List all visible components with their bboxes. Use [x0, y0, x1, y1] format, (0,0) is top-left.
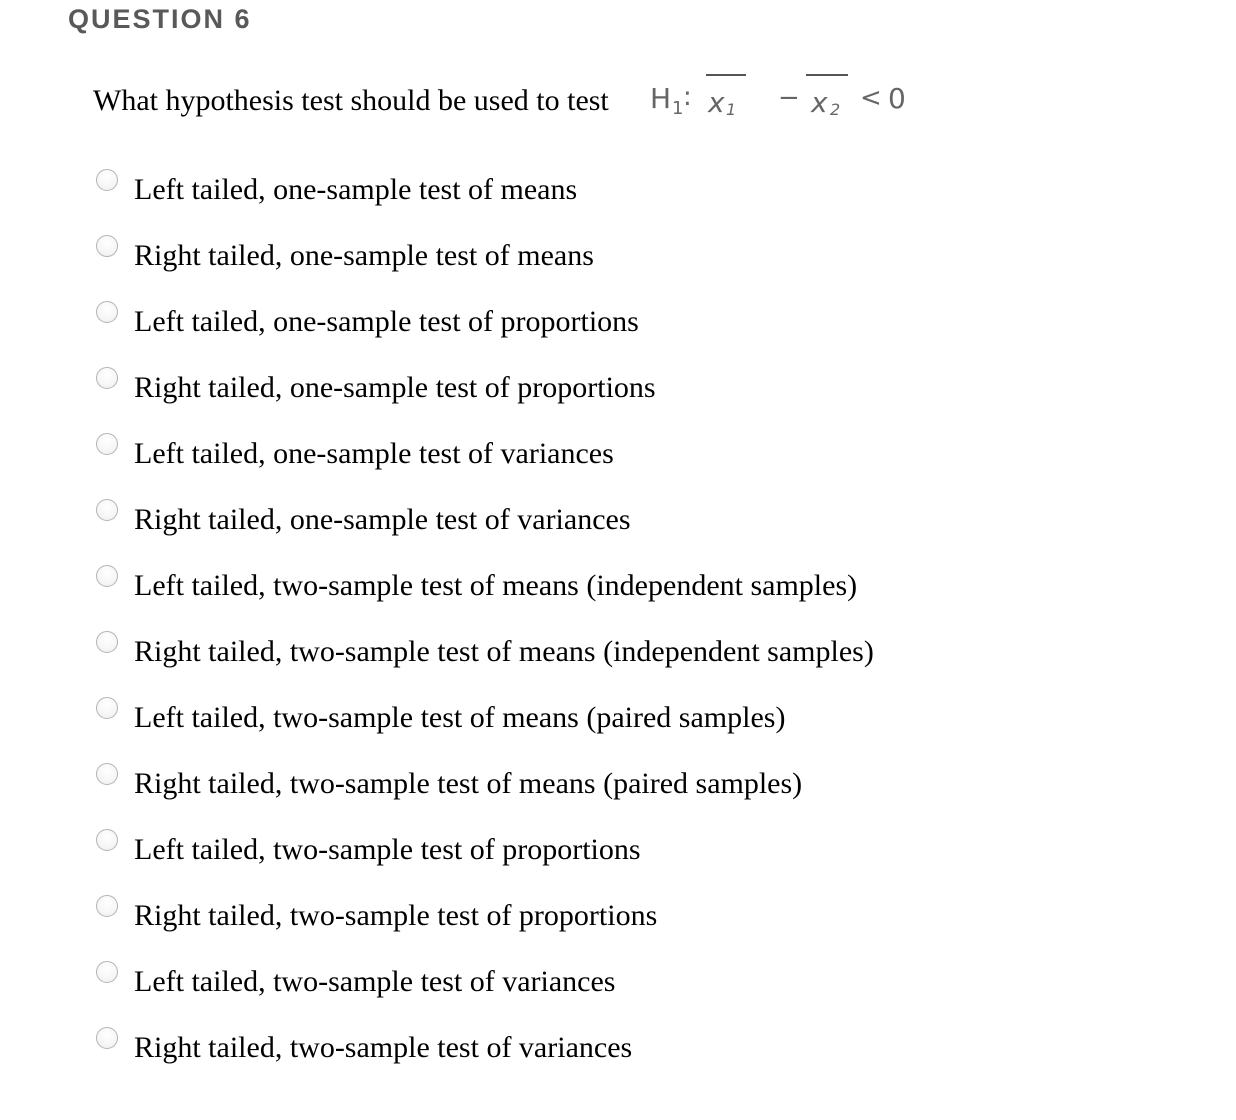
radio-button[interactable] — [96, 367, 118, 389]
answer-option-label[interactable]: Left tailed, two-sample test of means (paired samples) — [134, 701, 786, 734]
formula-comparator: < — [860, 83, 882, 113]
answer-option-label[interactable]: Right tailed, two-sample test of means (paired samples) — [134, 767, 803, 800]
radio-button[interactable] — [96, 697, 118, 719]
radio-button[interactable] — [96, 433, 118, 455]
formula-colon: : — [683, 82, 692, 112]
formula-h: H — [650, 82, 672, 115]
answer-option-label[interactable]: Right tailed, one-sample test of means — [134, 239, 594, 272]
formula-x2-subscript: 2 — [830, 100, 841, 119]
formula-x1: x — [708, 86, 725, 119]
answer-option-label[interactable]: Right tailed, two-sample test of variances — [134, 1031, 633, 1064]
radio-button[interactable] — [96, 763, 118, 785]
hypothesis-formula — [650, 78, 990, 128]
radio-button[interactable] — [96, 499, 118, 521]
answer-option-label[interactable]: Left tailed, one-sample test of means — [134, 173, 578, 206]
formula-h-subscript: 1 — [672, 98, 684, 119]
answer-option-label[interactable]: Left tailed, one-sample test of proportions — [134, 305, 639, 338]
question-text: What hypothesis test should be used to test — [93, 84, 609, 117]
answer-option-label[interactable]: Right tailed, two-sample test of means (independent samples) — [134, 635, 874, 668]
radio-button[interactable] — [96, 1027, 118, 1049]
formula-minus: − — [778, 83, 800, 113]
radio-button[interactable] — [96, 631, 118, 653]
answer-option-label[interactable]: Right tailed, two-sample test of proportions — [134, 899, 658, 932]
radio-button[interactable] — [96, 235, 118, 257]
radio-button[interactable] — [96, 829, 118, 851]
formula-value: 0 — [888, 82, 906, 115]
radio-button[interactable] — [96, 961, 118, 983]
radio-button[interactable] — [96, 169, 118, 191]
x1-overbar — [706, 74, 746, 76]
answer-option-label[interactable]: Right tailed, one-sample test of variances — [134, 503, 631, 536]
answer-option-label[interactable]: Left tailed, one-sample test of variances — [134, 437, 614, 470]
x2-overbar — [806, 74, 848, 76]
formula-x1-subscript: 1 — [726, 100, 737, 119]
radio-button[interactable] — [96, 895, 118, 917]
question-number-header: QUESTION 6 — [68, 4, 252, 34]
radio-button[interactable] — [96, 301, 118, 323]
radio-button[interactable] — [96, 565, 118, 587]
answer-option-label[interactable]: Left tailed, two-sample test of variances — [134, 965, 616, 998]
answer-option-label[interactable]: Left tailed, two-sample test of means (independent samples) — [134, 569, 858, 602]
formula-x2: x — [811, 86, 828, 119]
answer-option-label[interactable]: Left tailed, two-sample test of proportions — [134, 833, 641, 866]
answer-option-label[interactable]: Right tailed, one-sample test of proportions — [134, 371, 656, 404]
